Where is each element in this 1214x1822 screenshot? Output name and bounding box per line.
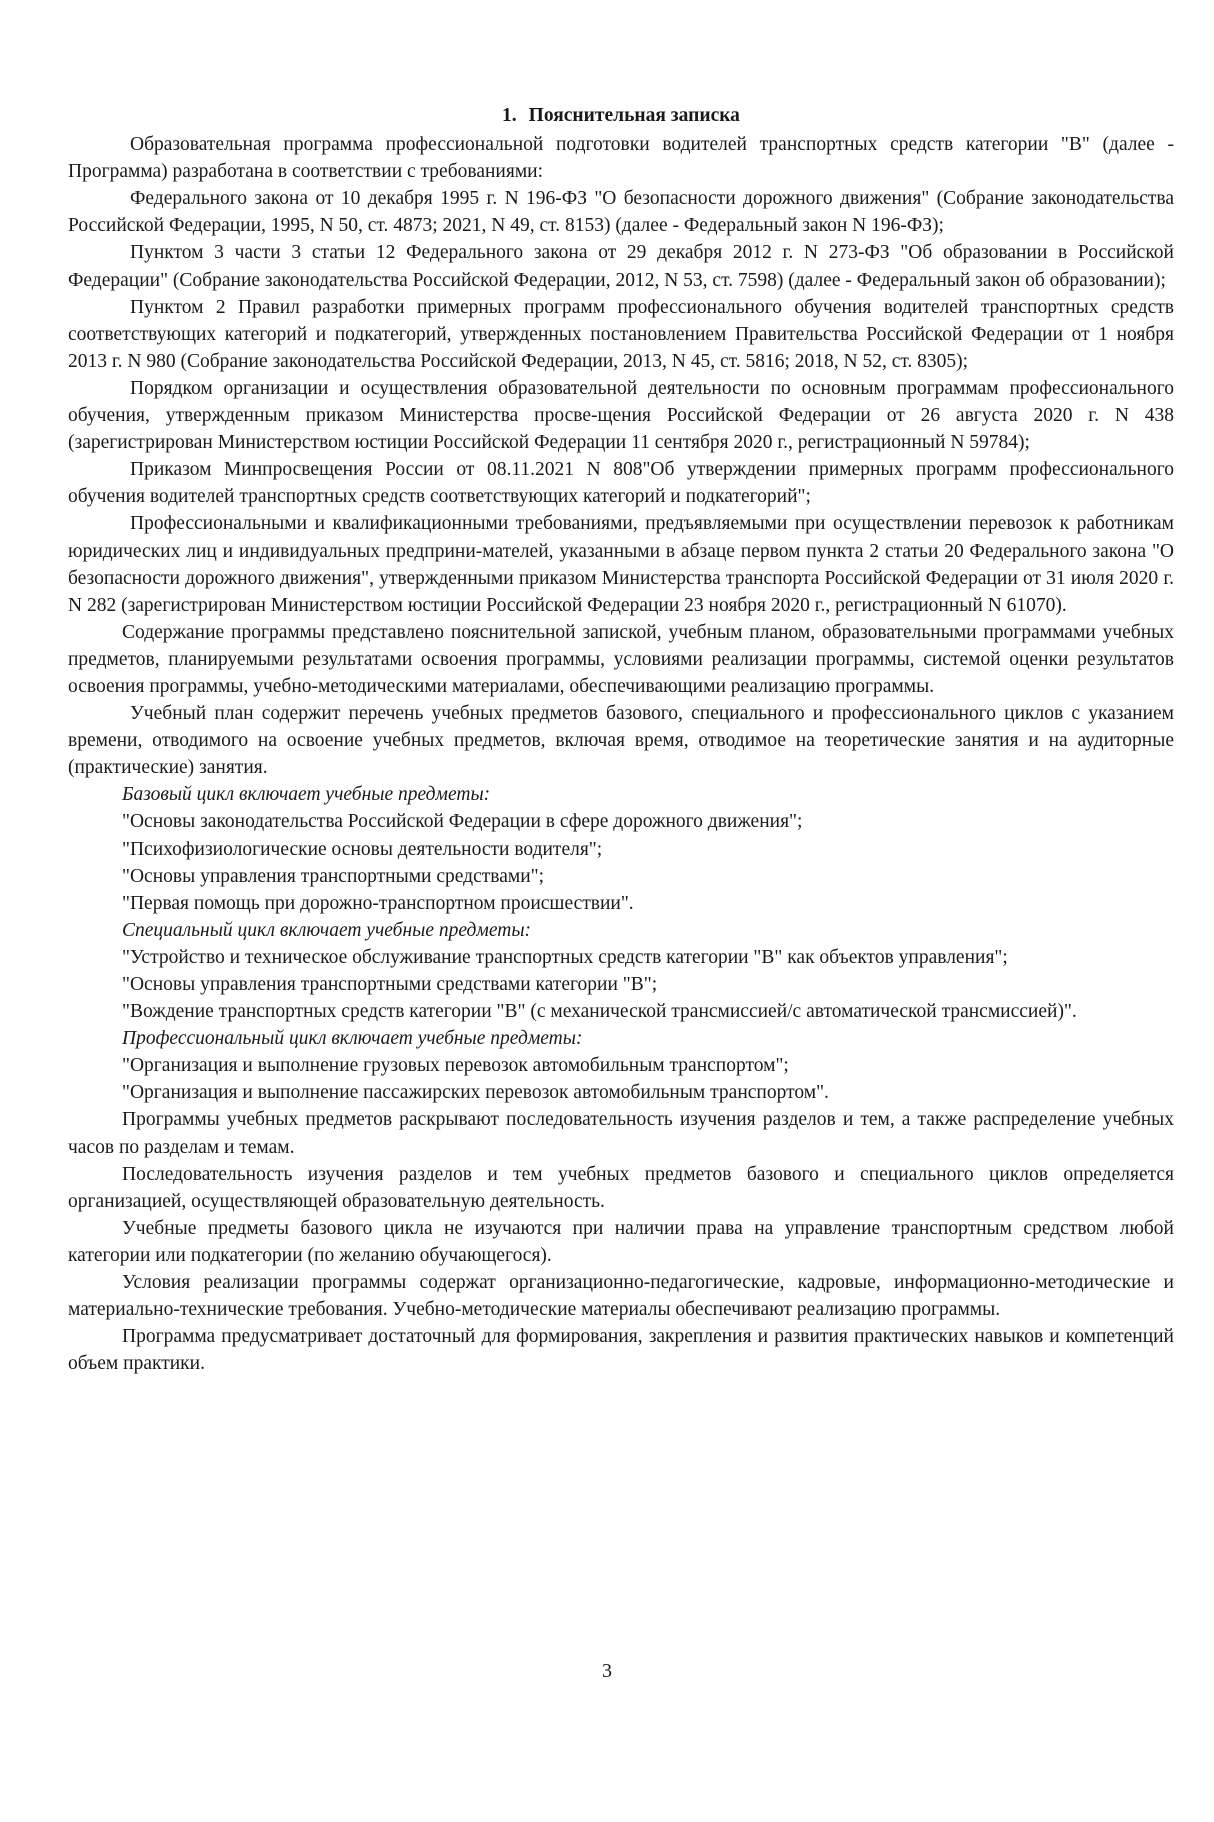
list-item: "Основы управления транспортными средствами"; <box>122 865 545 887</box>
paragraph-law-196: Федерального закона от 10 декабря 1995 г. N 196-ФЗ "О безопасности дорожного движения" (Собрание законодательства Российской Федерации, 1995, N 50, ст. 4873; 2021, N 49, ст. 8153) (далее - Федеральный закон N 196-ФЗ); <box>68 188 1174 237</box>
subheading-base-cycle: Базовый цикл включает учебные предметы: <box>122 784 491 806</box>
paragraph-requirements-282: Профессиональными и квалификационными требованиями, предъявляемыми при осуществлении перевозок к работникам юридических лиц и индивидуальных предприни-мателей, указанными в абзаце первом пункта 2 статьи 20 Федерального закона "О безопасности дорожного движения", утвержденными приказом Министерства транспорта Российской Федерации от 31 июля 2020 г. N 282 (зарегистрирован Министерством юстиции Российской Федерации 23 ноября 2020 г., регистрационный N 61070). <box>68 513 1174 616</box>
list-item: "Устройство и техническое обслуживание транспортных средств категории "B" как объектов управления"; <box>122 946 1008 968</box>
paragraph-practice: Программа предусматривает достаточный для формирования, закрепления и развития практических навыков и компетенций объем практики. <box>68 1326 1174 1375</box>
list-item: "Первая помощь при дорожно-транспортном происшествии". <box>122 892 634 914</box>
section-title <box>68 102 1174 129</box>
page-number: 3 <box>602 1660 612 1682</box>
paragraph-curriculum: Учебный план содержит перечень учебных предметов базового, специального и профессионального циклов с указанием времени, отводимого на освоение учебных предметов, включая время, отводимое на теоретические занятия и на аудиторные (практические) занятия. <box>68 703 1174 779</box>
list-item: "Организация и выполнение пассажирских перевозок автомобильным транспортом". <box>122 1082 829 1104</box>
list-item: "Психофизиологические основы деятельности водителя"; <box>122 838 603 860</box>
section-number: 1. <box>502 105 517 126</box>
list-item: "Основы управления транспортными средствами категории "B"; <box>122 974 658 995</box>
paragraph-base-exemption: Учебные предметы базового цикла не изучаются при наличии права на управление транспортным средством любой категории или подкатегории (по желанию обучающегося). <box>68 1217 1174 1266</box>
paragraph-program-content: Содержание программы представлено пояснительной запиской, учебным планом, образовательными программами учебных предметов, планируемыми результатами освоения программы, условиями реализации программы, системой оценки результатов освоения программы, учебно-методическими материалами, обеспечивающими реализацию программы. <box>68 621 1174 697</box>
paragraph-law-273: Пунктом 3 части 3 статьи 12 Федерального закона от 29 декабря 2012 г. N 273-ФЗ "Об образовании в Российской Федерации" (Собрание законодательства Российской Федерации, 2012, N 53, ст. 7598) (далее - Федеральный закон об образовании); <box>68 242 1174 291</box>
list-item: "Основы законодательства Российской Федерации в сфере дорожного движения"; <box>122 811 803 833</box>
paragraph-intro: Образовательная программа профессиональной подготовки водителей транспортных средств категории "B" (далее - Программа) разработана в соответствии с требованиями: <box>68 134 1174 183</box>
section-heading: Пояснительная записка <box>528 105 740 126</box>
paragraph-subject-programs: Программы учебных предметов раскрывают последовательность изучения разделов и тем, а также распределение учебных часов по разделам и темам. <box>68 1109 1174 1158</box>
subheading-special-cycle: Специальный цикл включает учебные предметы: <box>122 919 532 941</box>
paragraph-rules-980: Пунктом 2 Правил разработки примерных программ профессионального обучения водителей транспортных средств соответствующих категорий и подкатегорий, утвержденных постановлением Правительства Российской Федерации от 1 ноября 2013 г. N 980 (Собрание законодательства Российской Федерации, 2013, N 45, ст. 5816; 2018, N 52, ст. 8305); <box>68 296 1174 372</box>
subheading-professional-cycle: Профессиональный цикл включает учебные предметы: <box>122 1028 583 1050</box>
paragraph-order-808: Приказом Минпросвещения России от 08.11.2021 N 808"Об утверждении примерных программ профессионального обучения водителей транспортных средств соответствующих категорий и подкатегорий"; <box>68 459 1174 508</box>
list-item: "Организация и выполнение грузовых перевозок автомобильным транспортом"; <box>122 1055 789 1077</box>
paragraph-implementation-conditions: Условия реализации программы содержат организационно-педагогические, кадровые, информационно-методические и материально-технические требования. Учебно-методические материалы обеспечивают реализацию программы. <box>68 1272 1174 1321</box>
paragraph-study-sequence: Последовательность изучения разделов и тем учебных предметов базового и специального циклов определяется организацией, осуществляющей образовательную деятельность. <box>68 1163 1174 1212</box>
paragraph-order-438: Порядком организации и осуществления образовательной деятельности по основным программам профессионального обучения, утвержденным приказом Министерства просве-щения Российской Федерации от 26 августа 2020 г. N 438 (зарегистрирован Министерством юстиции Российской Федерации 11 сентября 2020 г., регистрационный N 59784); <box>68 377 1174 454</box>
list-item: "Вождение транспортных средств категории "B" (с механической трансмиссией/с автоматической трансмиссией)". <box>122 1001 1077 1023</box>
